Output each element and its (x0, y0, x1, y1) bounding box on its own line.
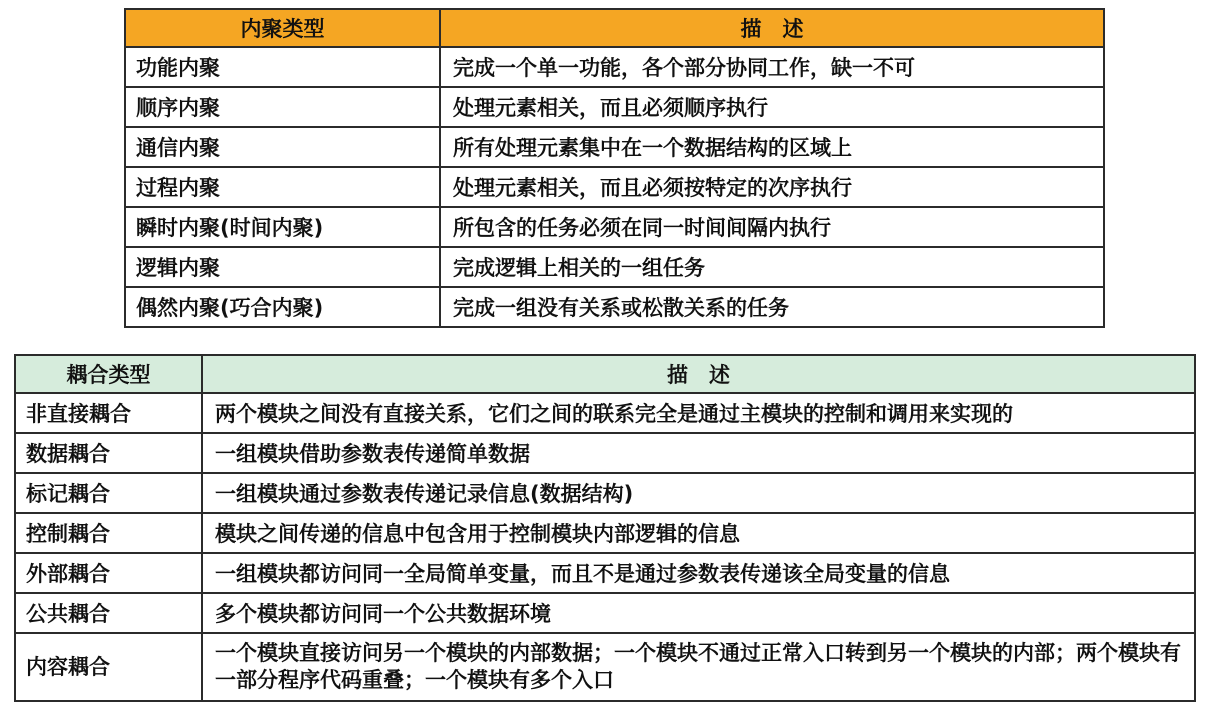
cohesion-desc-cell: 所包含的任务必须在同一时间间隔内执行 (440, 207, 1104, 247)
table-row (15, 473, 1195, 513)
cohesion-desc-cell: 完成一组没有关系或松散关系的任务 (440, 287, 1104, 327)
coupling-type-cell: 公共耦合 (15, 593, 202, 633)
cohesion-desc-cell: 所有处理元素集中在一个数据结构的区域上 (440, 127, 1104, 167)
cohesion-desc-cell: 完成逻辑上相关的一组任务 (440, 247, 1104, 287)
cohesion-type-header: 内聚类型 (125, 9, 440, 47)
table-row (125, 287, 1104, 327)
table-row (15, 393, 1195, 433)
coupling-header-row (15, 355, 1195, 393)
cohesion-type-cell: 瞬时内聚(时间内聚) (125, 207, 440, 247)
cohesion-type-cell: 功能内聚 (125, 47, 440, 87)
cohesion-header-row (125, 9, 1104, 47)
cohesion-type-cell: 通信内聚 (125, 127, 440, 167)
cohesion-table (124, 8, 1105, 328)
coupling-type-cell: 数据耦合 (15, 433, 202, 473)
coupling-type-cell: 内容耦合 (15, 633, 202, 701)
coupling-desc-header: 描 述 (202, 355, 1195, 393)
cohesion-desc-cell: 处理元素相关，而且必须按特定的次序执行 (440, 167, 1104, 207)
coupling-desc-cell: 一组模块借助参数表传递简单数据 (202, 433, 1195, 473)
table-row (125, 247, 1104, 287)
table-row (125, 127, 1104, 167)
cohesion-type-cell: 顺序内聚 (125, 87, 440, 127)
coupling-type-cell: 控制耦合 (15, 513, 202, 553)
coupling-desc-cell: 一组模块都访问同一全局简单变量，而且不是通过参数表传递该全局变量的信息 (202, 553, 1195, 593)
table-row (125, 207, 1104, 247)
coupling-type-cell: 标记耦合 (15, 473, 202, 513)
coupling-desc-cell: 一个模块直接访问另一个模块的内部数据；一个模块不通过正常入口转到另一个模块的内部；两个模块有一部分程序代码重叠；一个模块有多个入口 (202, 633, 1195, 701)
coupling-type-cell: 非直接耦合 (15, 393, 202, 433)
coupling-desc-cell: 两个模块之间没有直接关系，它们之间的联系完全是通过主模块的控制和调用来实现的 (202, 393, 1195, 433)
coupling-desc-cell: 一组模块通过参数表传递记录信息(数据结构) (202, 473, 1195, 513)
table-row (125, 47, 1104, 87)
coupling-desc-cell: 多个模块都访问同一个公共数据环境 (202, 593, 1195, 633)
table-row (15, 593, 1195, 633)
cohesion-type-cell: 逻辑内聚 (125, 247, 440, 287)
cohesion-desc-header: 描 述 (440, 9, 1104, 47)
coupling-desc-cell: 模块之间传递的信息中包含用于控制模块内部逻辑的信息 (202, 513, 1195, 553)
coupling-type-cell: 外部耦合 (15, 553, 202, 593)
table-row (15, 553, 1195, 593)
table-row (15, 633, 1195, 701)
table-row (125, 167, 1104, 207)
cohesion-desc-cell: 完成一个单一功能，各个部分协同工作，缺一不可 (440, 47, 1104, 87)
table-row (15, 513, 1195, 553)
coupling-type-header: 耦合类型 (15, 355, 202, 393)
coupling-table (14, 354, 1196, 702)
cohesion-type-cell: 过程内聚 (125, 167, 440, 207)
table-row (125, 87, 1104, 127)
table-row (15, 433, 1195, 473)
cohesion-type-cell: 偶然内聚(巧合内聚) (125, 287, 440, 327)
cohesion-desc-cell: 处理元素相关，而且必须顺序执行 (440, 87, 1104, 127)
